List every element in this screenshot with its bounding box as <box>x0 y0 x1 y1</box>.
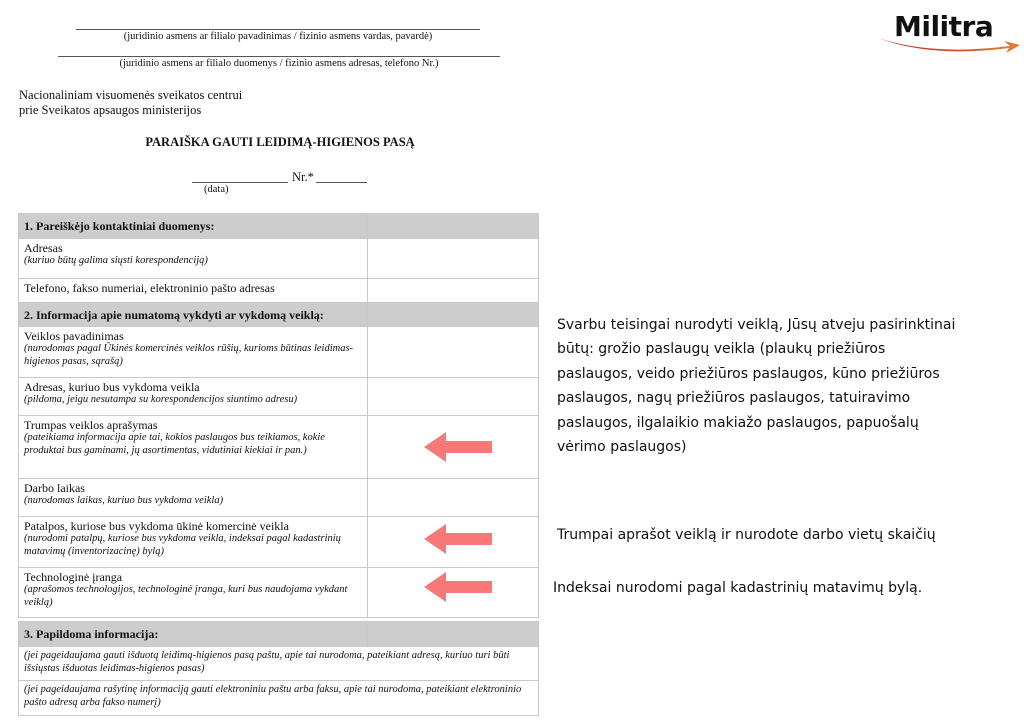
field-label: Telefono, fakso numeriai, elektroninio pašto adresas <box>24 281 275 295</box>
number-label: Nr.* <box>292 170 314 184</box>
field-hint-cell[interactable] <box>19 681 539 716</box>
field-label-cell <box>19 239 368 279</box>
field-value-cell[interactable] <box>368 239 539 279</box>
field-value-cell[interactable] <box>368 568 539 618</box>
field-hint: (jei pageidaujama gauti išduotą leidimą-higienos pasą paštu, apie tai nurodoma, pateikiant adresą, kuriuo turi būti išsiųstas išduotas leidimas-higienos pasas) <box>24 650 510 674</box>
field-label-cell <box>19 416 368 479</box>
field-value-cell[interactable] <box>368 327 539 378</box>
section-title: 2. Informacija apie numatomą vykdyti ar vykdomą veiklą: <box>19 303 368 327</box>
addressee <box>19 88 242 118</box>
field-label-cell <box>19 327 368 378</box>
field-label: Patalpos, kuriose bus vykdoma ūkinė komercinė veikla <box>24 519 289 533</box>
table-row <box>19 681 539 716</box>
name-blank-line <box>76 29 480 30</box>
data-caption: (juridinio asmens ar filialo duomenys / fizinio asmens adresas, telefono Nr.) <box>119 58 439 69</box>
table-row <box>19 647 539 681</box>
field-hint: (nurodomas pagal Ūkinės komercinės veiklos rūšių, kurioms būtinas leidimas-higienos pasas, sąrašą) <box>24 343 354 367</box>
section-3-header <box>19 622 539 647</box>
field-label-cell <box>19 378 368 416</box>
field-hint: (jei pageidaujama rašytinę informaciją gauti elektroniniu paštu arba faksu, apie tai nurodoma, pateikiant elektroninio pašto adresą arba fakso numerį) <box>24 684 522 708</box>
table-row <box>19 239 539 279</box>
section-value-cell <box>368 622 539 647</box>
field-label: Veiklos pavadinimas <box>24 329 124 343</box>
militra-logo <box>872 8 1022 58</box>
field-label-cell <box>19 568 368 618</box>
field-label: Darbo laikas <box>24 481 85 495</box>
section-title: 1. Pareiškėjo kontaktiniai duomenys: <box>19 214 368 239</box>
table-row <box>19 517 539 568</box>
field-value-cell[interactable] <box>368 416 539 479</box>
addressee-line-2: prie Sveikatos apsaugos ministerijos <box>19 103 202 117</box>
field-label-cell <box>19 479 368 517</box>
name-caption: (juridinio asmens ar filialo pavadinimas / fizinio asmens vardas, pavardė) <box>123 31 433 42</box>
left-arrow-icon <box>424 524 492 554</box>
application-form-table <box>18 213 539 716</box>
left-arrow-icon <box>424 432 492 462</box>
table-row <box>19 279 539 303</box>
section-title: 3. Papildoma informacija: <box>19 622 368 647</box>
field-label-cell <box>19 517 368 568</box>
field-hint: (pildoma, jeigu nesutampa su korespondencijos siuntimo adresu) <box>24 394 298 405</box>
field-label: Adresas, kuriuo bus vykdoma veikla <box>24 380 200 394</box>
field-value-cell[interactable] <box>368 479 539 517</box>
field-value-cell[interactable] <box>368 517 539 568</box>
description-note: Trumpai aprašot veiklą ir nurodote darbo vietų skaičių <box>557 527 936 543</box>
table-row <box>19 378 539 416</box>
field-value-cell[interactable] <box>368 279 539 303</box>
indexes-note: Indeksai nurodomi pagal kadastrinių matavimų bylą. <box>553 580 923 596</box>
section-1-header <box>19 214 539 239</box>
table-row <box>19 479 539 517</box>
logo-text: Militra <box>894 10 994 43</box>
section-value-cell <box>368 303 539 327</box>
date-blank-line <box>192 182 288 183</box>
field-value-cell[interactable] <box>368 378 539 416</box>
document-title: PARAIŠKA GAUTI LEIDIMĄ-HIGIENOS PASĄ <box>145 135 415 149</box>
field-hint: (kuriuo būtų galima siųsti korespondenciją) <box>24 255 208 266</box>
field-hint: (nurodomi patalpų, kuriose bus vykdoma veikla, indeksai pagal kadastrinių matavimų (inventorizacinę) bylą) <box>24 533 341 557</box>
field-label: Trumpas veiklos aprašymas <box>24 418 158 432</box>
field-hint-cell[interactable] <box>19 647 539 681</box>
field-label-cell <box>19 279 368 303</box>
activity-note: Svarbu teisingai nurodyti veiklą, Jūsų atveju pasirinktinai būtų: grožio paslaugų veikla (plaukų priežiūros paslaugos, veido priežiūros paslaugos, kūno priežiūros paslaugos, nagų priežiūros paslaugos, tatuiravimo paslaugos, ilgalaikio makiažo paslaugos, papuošalų vėrimo paslaugos) <box>557 317 956 456</box>
addressee-line-1: Nacionaliniam visuomenės sveikatos centrui <box>19 88 243 102</box>
field-hint: (aprašomos technologijos, technologinė įranga, kuri bus naudojama vykdant veiklą) <box>24 584 348 608</box>
number-blank-line <box>316 182 367 183</box>
data-blank-line <box>58 56 500 57</box>
field-label: Adresas <box>24 241 63 255</box>
table-row <box>19 327 539 378</box>
section-2-header <box>19 303 539 327</box>
date-caption: (data) <box>204 184 229 195</box>
left-arrow-icon <box>424 572 492 602</box>
field-label: Technologinė įranga <box>24 570 123 584</box>
table-row <box>19 416 539 479</box>
section-value-cell <box>368 214 539 239</box>
field-hint: (nurodomas laikas, kuriuo bus vykdoma veikla) <box>24 495 224 506</box>
field-hint: (pateikiama informacija apie tai, kokios paslaugos bus teikiamos, kokie produktai bus gaminami, jų asortimentas, vidutiniai kiekiai ir pan.) <box>24 432 325 456</box>
table-row <box>19 568 539 618</box>
